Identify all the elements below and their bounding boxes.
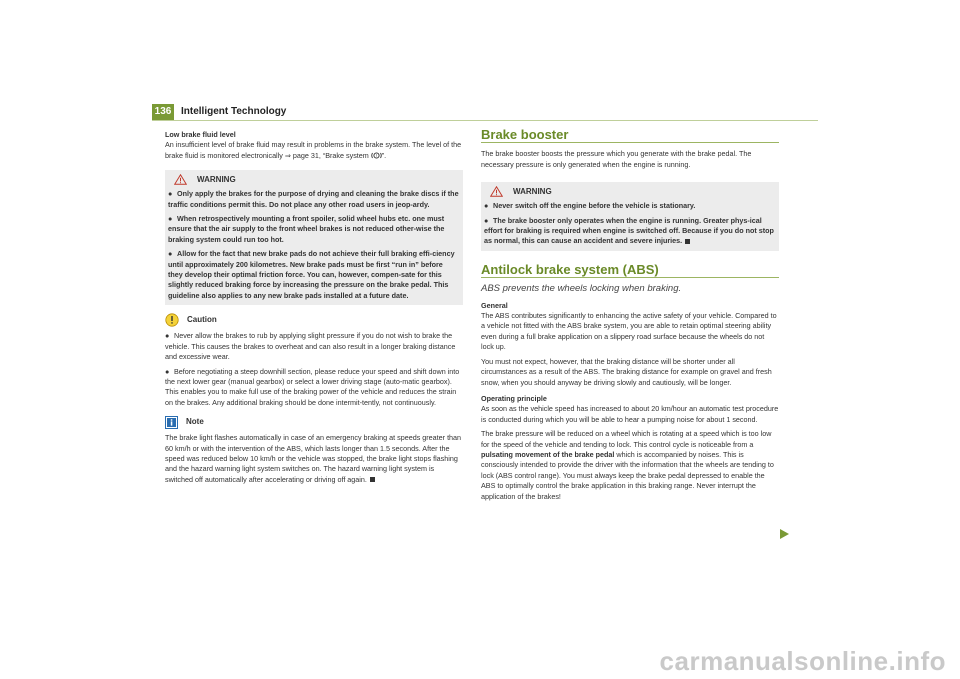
warning-item: ● Never switch off the engine before the vehicle is stationary. [484,201,696,211]
end-mark-icon [370,477,375,482]
brake-fluid-heading: Low brake fluid level [165,130,236,139]
section-title: Intelligent Technology [181,106,287,117]
caution-label: Caution [187,315,217,325]
warning-item: ● The brake booster only operates when the engine is running. Greater phys-ical effort for braking is required when engine is switched off. Because if you do not stop as normal, this can cause an accident and severe injuries. [484,215,774,246]
operating-paragraph: As soon as the vehicle speed has increased to about 20 km/hour an automatic test procedure is conducted during which you will be able to hear a pumping noise for about 1 second. [481,404,779,424]
warning-item: ● Only apply the brakes for the purpose of drying and cleaning the brake discs if the traffic conditions permit this. Do not place any other road users in jeop-ardy. [168,189,459,209]
brake-booster-text: The brake booster boosts the pressure which you generate with the brake pedal. The necessary pressure is only generated when the engine is running. [481,149,752,169]
warning-header [168,174,459,185]
note-info-icon [165,416,178,429]
warning-item: ● When retrospectively mounting a front spoiler, solid wheel hubs etc. one must ensure that the air supply to the front wheel brakes is not reduced other-wise the braking system could run too hot. [168,214,445,244]
note-header [165,416,463,429]
caution-item: ● Before negotiating a steep downhill section, please reduce your speed and shift down into the next lower gear (manual gearbox) or select a lower driving stage (auto-matic gearbox). This enables you to make full use of the braking power of the vehicle and reduces the strain on the brakes. Any additional braking should be done intermit-tently, not continuously. [165,366,460,407]
caution-icon [165,313,179,327]
header-rule [152,120,818,121]
general-paragraph: The ABS contributes significantly to enhancing the active safety of your vehicle. Compared to a vehicle not fitted with the ABS brake system, you are able to retain optimal steering ability even during a full brake application on a slippery road surface because the wheels do not lock up. [481,311,777,352]
warning-triangle-icon [490,186,503,197]
warning-label: WARNING [513,186,552,196]
abs-title: Antilock brake system (ABS) [481,265,779,278]
left-column [165,130,463,485]
brake-booster-title: Brake booster [481,130,779,143]
note-label: Note [186,417,204,427]
watermark-text: carmanualsonline.info [659,646,946,676]
warning-label: WARNING [197,174,236,184]
brake-fluid-intro-tail: ”. [381,150,387,160]
booster-warning-box [481,182,779,251]
general-heading: General [481,300,508,310]
warning-triangle-icon [174,174,187,185]
warning-header [484,186,775,197]
end-mark-icon [685,239,690,244]
caution-header [165,313,463,327]
note-text: The brake light flashes automatically in case of an emergency braking at speeds greater than 60 km/h or with the intervention of the ABS, which lasts longer than 1.5 seconds. After the speed was reduced below 10 km/h or the vehicle was stopped, the brake light stops flashing and the hazard warning light system switches on. The hazard warning light system is switched off automatically after accelerating or driving off again. [165,433,462,484]
general-paragraph: You must not expect, however, that the braking distance will be shorter under all circumstances as a result of the ABS. The braking distance for example on gravel and fresh snow, when you should anyway be driving slowly and cautiously, will be longer. [481,356,772,387]
abs-subtitle: ABS prevents the wheels locking when braking. [481,283,682,295]
continue-arrow-icon[interactable] [778,528,790,540]
warning-box [165,170,463,305]
page-number: 136 [152,104,174,120]
operating-paragraph: The brake pressure will be reduced on a wheel which is rotating at a speed which is too low for the speed of the vehicle and tending to lock. This control cycle is noticeable from a pulsating movement of the brake pedal which is accompanied by noises. This is consciously intended to provide the driver with the information that the wheels are tending to lock (ABS control range). You must always keep the brake pedal depressed to enable the ABS to optimally control the brake application in this braking range. Never interrupt the application of the brakes! [481,429,774,501]
brake-fluid-intro-text: An insufficient level of brake fluid may result in problems in the brake system. The level of the brake fluid is monitored electronically ⇒ page 31, “Brake system [165,140,462,160]
svg-text:!: ! [375,153,377,159]
brake-fluid-intro [165,140,463,161]
right-column [481,127,779,502]
caution-item: ● Never allow the brakes to rub by applying slight pressure if you do not wish to brake the vehicle. This causes the brakes to overheat and can also result in a longer braking distance and excessive wear. [165,331,456,362]
brake-system-icon [371,152,382,159]
warning-item: ● Allow for the fact that new brake pads do not achieve their full braking effi-ciency until approximately 200 kilometres. New brake pads must be first “run in” before they develop their optimal friction force. You can, however, compen-sate for this slightly reduced braking force by increasing the pressure on the brake pedal. This guideline also applies to any new brake pads installed at a future date. [168,249,455,300]
operating-heading: Operating principle [481,393,547,403]
pulsating-emphasis: pulsating movement of the brake pedal [481,449,615,459]
